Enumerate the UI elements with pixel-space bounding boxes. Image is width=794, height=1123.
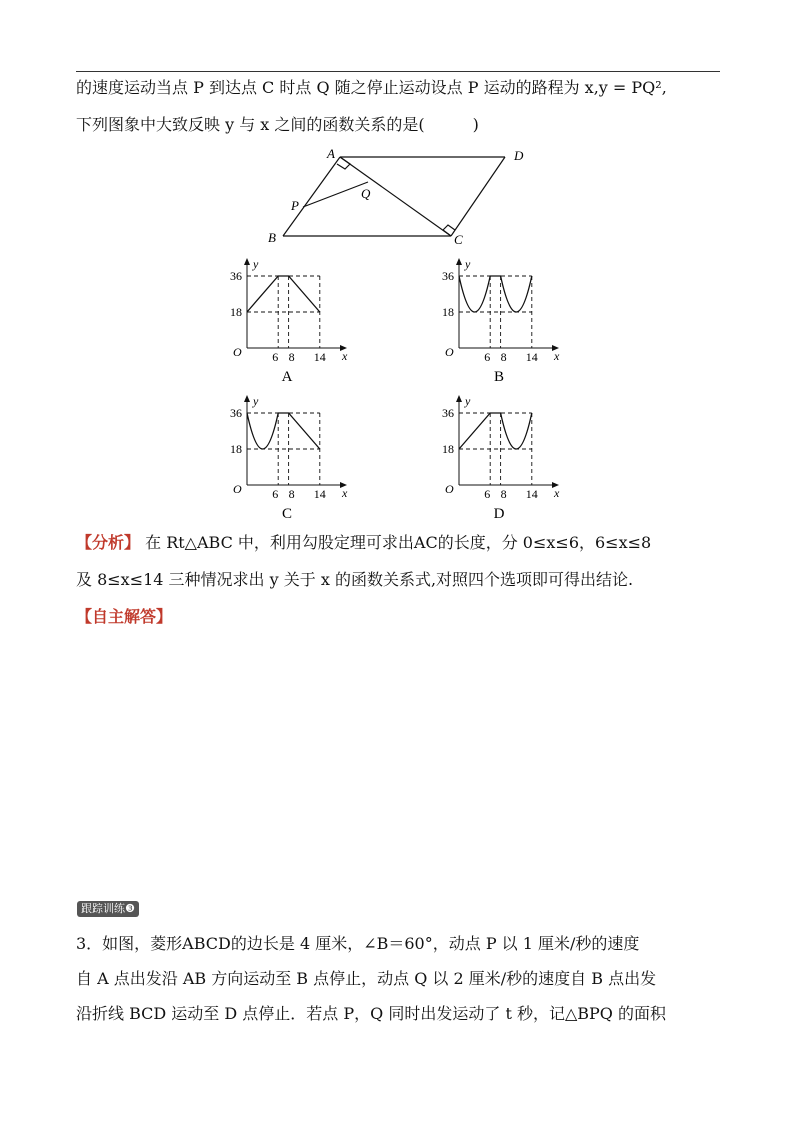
x-tick-14: 14 — [313, 487, 326, 501]
graph-curve — [247, 413, 320, 449]
y-tick-18: 18 — [442, 442, 454, 456]
x-tick-8: 8 — [288, 350, 295, 364]
origin-label: O — [233, 482, 242, 496]
y-tick-36: 36 — [230, 269, 242, 283]
graph-a — [230, 257, 348, 385]
y-tick-18: 18 — [442, 305, 454, 319]
label-b: B — [268, 230, 276, 245]
x-tick-6: 6 — [484, 487, 491, 501]
y-axis-label: y — [465, 394, 471, 408]
y-axis-label: y — [465, 257, 471, 271]
y-tick-18: 18 — [230, 442, 242, 456]
problem3-line-3: 沿折线 BCD 运动至 D 点停止．若点 P，Q 同时出发运动了 t 秒，记△BPQ 的面积 — [76, 1004, 666, 1023]
graph-curve — [459, 413, 532, 449]
option-label: B — [493, 369, 505, 385]
y-axis-label: y — [253, 257, 259, 271]
x-tick-14: 14 — [525, 350, 538, 364]
label-p: P — [291, 198, 299, 213]
self-answer-tag: 【自主解答】 — [76, 607, 173, 626]
option-label: D — [493, 506, 505, 522]
graph-curve — [247, 276, 320, 312]
x-axis-label: x — [554, 486, 560, 500]
origin-label: O — [233, 345, 242, 359]
analysis-tag: 【分析】 — [76, 533, 141, 552]
problem3-line-1: 3．如图，菱形ABCD的边长是 4 厘米，∠B＝60°，动点 P 以 1 厘米/秒的速度 — [76, 934, 640, 953]
label-q: Q — [361, 186, 371, 201]
y-tick-36: 36 — [230, 406, 242, 420]
graph-curve — [459, 276, 532, 312]
label-c: C — [454, 232, 463, 247]
y-tick-18: 18 — [230, 305, 242, 319]
x-tick-8: 8 — [500, 350, 507, 364]
x-tick-14: 14 — [313, 350, 326, 364]
graph-b — [442, 257, 560, 385]
y-tick-36: 36 — [442, 406, 454, 420]
x-tick-6: 6 — [484, 350, 491, 364]
y-axis-arrow — [456, 258, 462, 265]
x-tick-8: 8 — [288, 487, 295, 501]
x-tick-6: 6 — [272, 350, 279, 364]
y-axis-arrow — [244, 258, 250, 265]
x-axis-label: x — [342, 349, 348, 363]
x-axis-label: x — [554, 349, 560, 363]
graph-c — [230, 394, 348, 522]
y-axis-label: y — [253, 394, 259, 408]
follow-up-badge: 跟踪训练❸ — [77, 901, 139, 917]
analysis-line-2: 及 8≤x≤14 三种情况求出 y 关于 x 的函数关系式,对照四个选项即可得出结论. — [76, 570, 634, 589]
y-axis-arrow — [456, 395, 462, 402]
graph-d — [442, 394, 560, 522]
x-tick-6: 6 — [272, 487, 279, 501]
analysis-text-1: 在 Rt△ABC 中，利用勾股定理可求出AC的长度，分 0≤x≤6，6≤x≤8 — [145, 533, 652, 552]
x-axis-label: x — [342, 486, 348, 500]
option-label: A — [281, 369, 293, 385]
option-label: C — [281, 506, 293, 522]
y-axis-arrow — [244, 395, 250, 402]
origin-label: O — [445, 482, 454, 496]
y-tick-36: 36 — [442, 269, 454, 283]
problem3-line-2: 自 A 点出发沿 AB 方向运动至 B 点停止，动点 Q 以 2 厘米/秒的速度自 B 点出发 — [76, 969, 657, 988]
x-tick-8: 8 — [500, 487, 507, 501]
x-tick-14: 14 — [525, 487, 538, 501]
problem-text-line-2: 下列图象中大致反映 y 与 x 之间的函数关系的是( ) — [76, 115, 479, 134]
analysis-line-1 — [76, 532, 651, 554]
problem-text-line-1: 的速度运动当点 P 到达点 C 时点 Q 随之停止运动设点 P 运动的路程为 x,y = PQ², — [76, 78, 667, 97]
label-a: A — [327, 146, 335, 161]
label-d: D — [514, 148, 524, 163]
origin-label: O — [445, 345, 454, 359]
